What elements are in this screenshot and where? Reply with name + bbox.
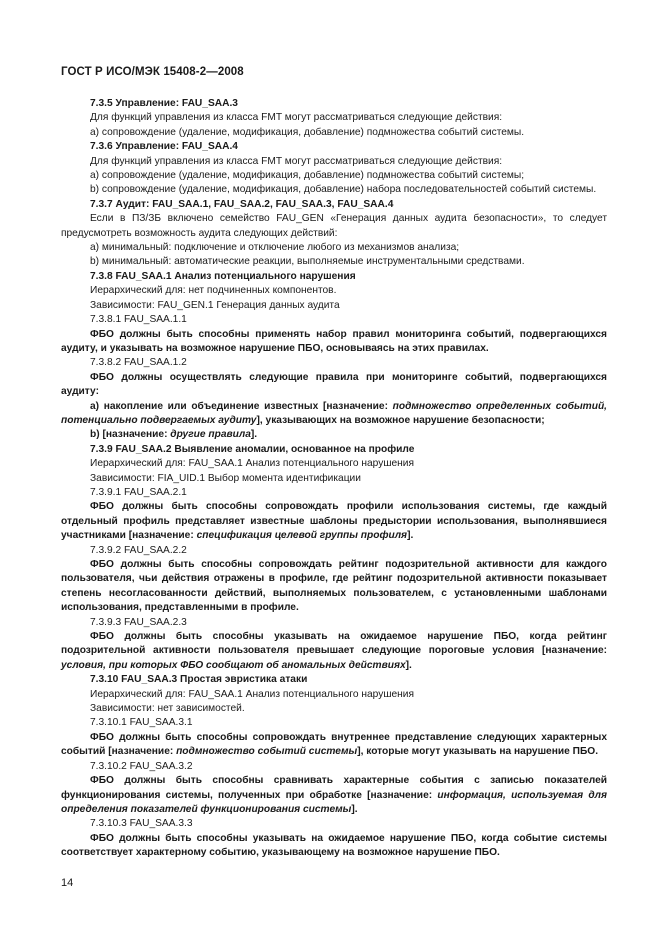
paragraph xyxy=(61,688,607,702)
paragraph-text: 7.3.7 Аудит: FAU_SAA.1, FAU_SAA.2, FAU_SAA.3, FAU_SAA.4 xyxy=(90,198,394,210)
paragraph xyxy=(61,774,607,817)
paragraph xyxy=(61,716,607,730)
paragraph xyxy=(61,328,607,357)
paragraph xyxy=(61,284,607,298)
paragraph-text: 7.3.5 Управление: FAU_SAA.3 xyxy=(90,98,238,109)
paragraph-text: ], которые могут указывать на нарушение ПБО. xyxy=(357,746,599,758)
emphasis-text: другие правила xyxy=(170,429,251,441)
paragraph xyxy=(61,270,607,284)
paragraph-text: ФБО должны быть способны применять набор правил мониторинга событий, подвергающихся аудиту, и указывать на возможное нарушение ПБО, основываясь на этих правилах. xyxy=(61,328,607,354)
paragraph-text: 7.3.10.3 FAU_SAA.3.3 xyxy=(90,818,193,830)
emphasis-text: подмножество определенных событий, потенциально подвергаемых аудиту xyxy=(61,400,607,426)
paragraph-text: 7.3.10.2 FAU_SAA.3.2 xyxy=(90,760,193,772)
emphasis-text: подмножество событий системы xyxy=(176,746,358,758)
paragraph-text: ]. xyxy=(407,530,414,542)
paragraph xyxy=(61,486,607,500)
paragraph-text: ФБО должны быть способны сопровождать рейтинг подозрительной активности для каждого пользователя, чьи действия отражены в профиле, где рейтинг подозрительной активности показывает степень несогласованности действий, выполняемых пользователем, с установленными шаблонами использования, представленными в профиле. xyxy=(61,559,607,614)
paragraph xyxy=(61,183,607,197)
paragraph-text: 7.3.9.2 FAU_SAA.2.2 xyxy=(90,544,187,556)
paragraph-text: 7.3.9.1 FAU_SAA.2.1 xyxy=(90,486,187,498)
paragraph-text: ]. xyxy=(405,659,412,671)
paragraph-text: ФБО должны быть способны сопровождать профили использования системы, где каждый отдельный профиль представляет известные шаблоны предыстории использования, выполнявшиеся участниками [назначение: xyxy=(61,501,607,542)
paragraph xyxy=(61,198,607,212)
paragraph xyxy=(61,500,607,543)
paragraph xyxy=(61,832,607,861)
paragraph-text: 7.3.8.2 FAU_SAA.1.2 xyxy=(90,357,187,369)
paragraph-text: ], указывающих на возможное нарушение безопасности; xyxy=(256,414,545,426)
paragraph-text: b) сопровождение (удаление, модификация, добавление) набора последовательностей событий системы. xyxy=(90,184,597,196)
paragraph-text: ФБО должны осуществлять следующие правила при мониторинге событий, подвергающихся аудиту: xyxy=(61,371,607,398)
paragraph xyxy=(61,616,607,630)
paragraph-text: 7.3.8.1 FAU_SAA.1.1 xyxy=(90,314,187,326)
emphasis-text: условия, при которых ФБО сообщают об аномальных действиях xyxy=(61,659,406,671)
paragraph xyxy=(61,371,607,400)
document-body xyxy=(61,97,607,861)
paragraph xyxy=(61,241,607,255)
emphasis-text: информация, используемая для определения показателей функционирования системы xyxy=(61,789,607,815)
paragraph xyxy=(61,817,607,831)
paragraph-text: b) [назначение: xyxy=(90,429,171,441)
paragraph xyxy=(61,673,607,687)
paragraph-text: Для функций управления из класса FMT могут рассматриваться следующие действия: xyxy=(90,155,503,167)
paragraph-text: Зависимости: FAU_GEN.1 Генерация данных аудита xyxy=(90,299,340,311)
paragraph-text: 7.3.9 FAU_SAA.2 Выявление аномалии, основанное на профиле xyxy=(90,443,415,455)
paragraph-text: а) сопровождение (удаление, модификация, добавление) подмножества событий системы; xyxy=(90,170,525,182)
paragraph-text: Если в ПЗ/ЗБ включено семейство FAU_GEN «Генерация данных аудита безопасности», то следует предусмотреть возможность аудита следующих действий: xyxy=(61,213,607,239)
paragraph-text: 7.3.6 Управление: FAU_SAA.4 xyxy=(90,141,238,153)
paragraph-text: 7.3.8 FAU_SAA.1 Анализ потенциального нарушения xyxy=(90,270,356,282)
paragraph-text: ]. xyxy=(250,429,258,441)
paragraph xyxy=(61,760,607,774)
paragraph xyxy=(61,400,607,429)
paragraph xyxy=(61,558,607,616)
paragraph xyxy=(61,544,607,558)
document-header: ГОСТ Р ИСО/МЭК 15408-2—2008 xyxy=(61,66,244,78)
paragraph xyxy=(61,630,607,673)
paragraph-text: Иерархический для: FAU_SAA.1 Анализ потенциального нарушения xyxy=(90,458,415,470)
paragraph xyxy=(61,472,607,486)
paragraph xyxy=(61,457,607,471)
paragraph xyxy=(61,255,607,269)
paragraph xyxy=(61,702,607,716)
paragraph xyxy=(61,299,607,313)
paragraph xyxy=(61,169,607,183)
paragraph xyxy=(61,111,607,125)
paragraph-text: ]. xyxy=(351,803,358,815)
paragraph-text: 7.3.10.1 FAU_SAA.3.1 xyxy=(90,717,193,729)
paragraph-text: Зависимости: FIA_UID.1 Выбор момента идентификации xyxy=(90,472,361,484)
paragraph-text: ФБО должны быть способны сопровождать внутреннее представление следующих характерных событий [назначение: xyxy=(61,731,607,758)
paragraph-text: а) сопровождение (удаление, модификация, добавление) подмножества событий системы. xyxy=(90,126,525,138)
paragraph xyxy=(61,731,607,760)
paragraph xyxy=(61,428,607,442)
page-number: 14 xyxy=(61,877,74,889)
emphasis-text: спецификация целевой группы профиля xyxy=(196,530,408,542)
paragraph xyxy=(61,356,607,370)
paragraph-text: Зависимости: нет зависимостей. xyxy=(90,703,245,715)
paragraph xyxy=(61,313,607,327)
paragraph xyxy=(61,140,607,154)
paragraph xyxy=(61,443,607,457)
paragraph-text: а) минимальный: подключение и отключение любого из механизмов анализа; xyxy=(90,242,460,254)
paragraph xyxy=(61,126,607,140)
paragraph-text: 7.3.9.3 FAU_SAA.2.3 xyxy=(90,616,187,628)
paragraph-text: ФБО должны быть способны указывать на ожидаемое нарушение ПБО, когда рейтинг подозрительной активности пользователя превышает следующие пороговые условия [назначение: xyxy=(61,631,607,657)
paragraph xyxy=(61,155,607,169)
paragraph-text: ФБО должны быть способны сравнивать характерные события с записью показателей функционирования системы, полученных при обработке [назначение: xyxy=(61,775,607,801)
paragraph-text: b) минимальный: автоматические реакции, выполняемые инструментальными средствами. xyxy=(90,256,525,268)
paragraph-text: а) накопление или объединение известных [назначение: xyxy=(90,400,393,412)
paragraph-text: ФБО должны быть способны указывать на ожидаемое нарушение ПБО, когда событие системы соответствует характерному событию, указывающему на возможное нарушение ПБО. xyxy=(61,832,607,859)
paragraph-text: Иерархический для: FAU_SAA.1 Анализ потенциального нарушения xyxy=(90,688,415,700)
paragraph xyxy=(61,212,607,241)
paragraph-text: Иерархический для: нет подчиненных компонентов. xyxy=(90,285,337,297)
paragraph-text: Для функций управления из класса FMT могут рассматриваться следующие действия: xyxy=(90,112,503,124)
paragraph-text: 7.3.10 FAU_SAA.3 Простая эвристика атаки xyxy=(90,674,308,686)
paragraph xyxy=(61,97,607,111)
